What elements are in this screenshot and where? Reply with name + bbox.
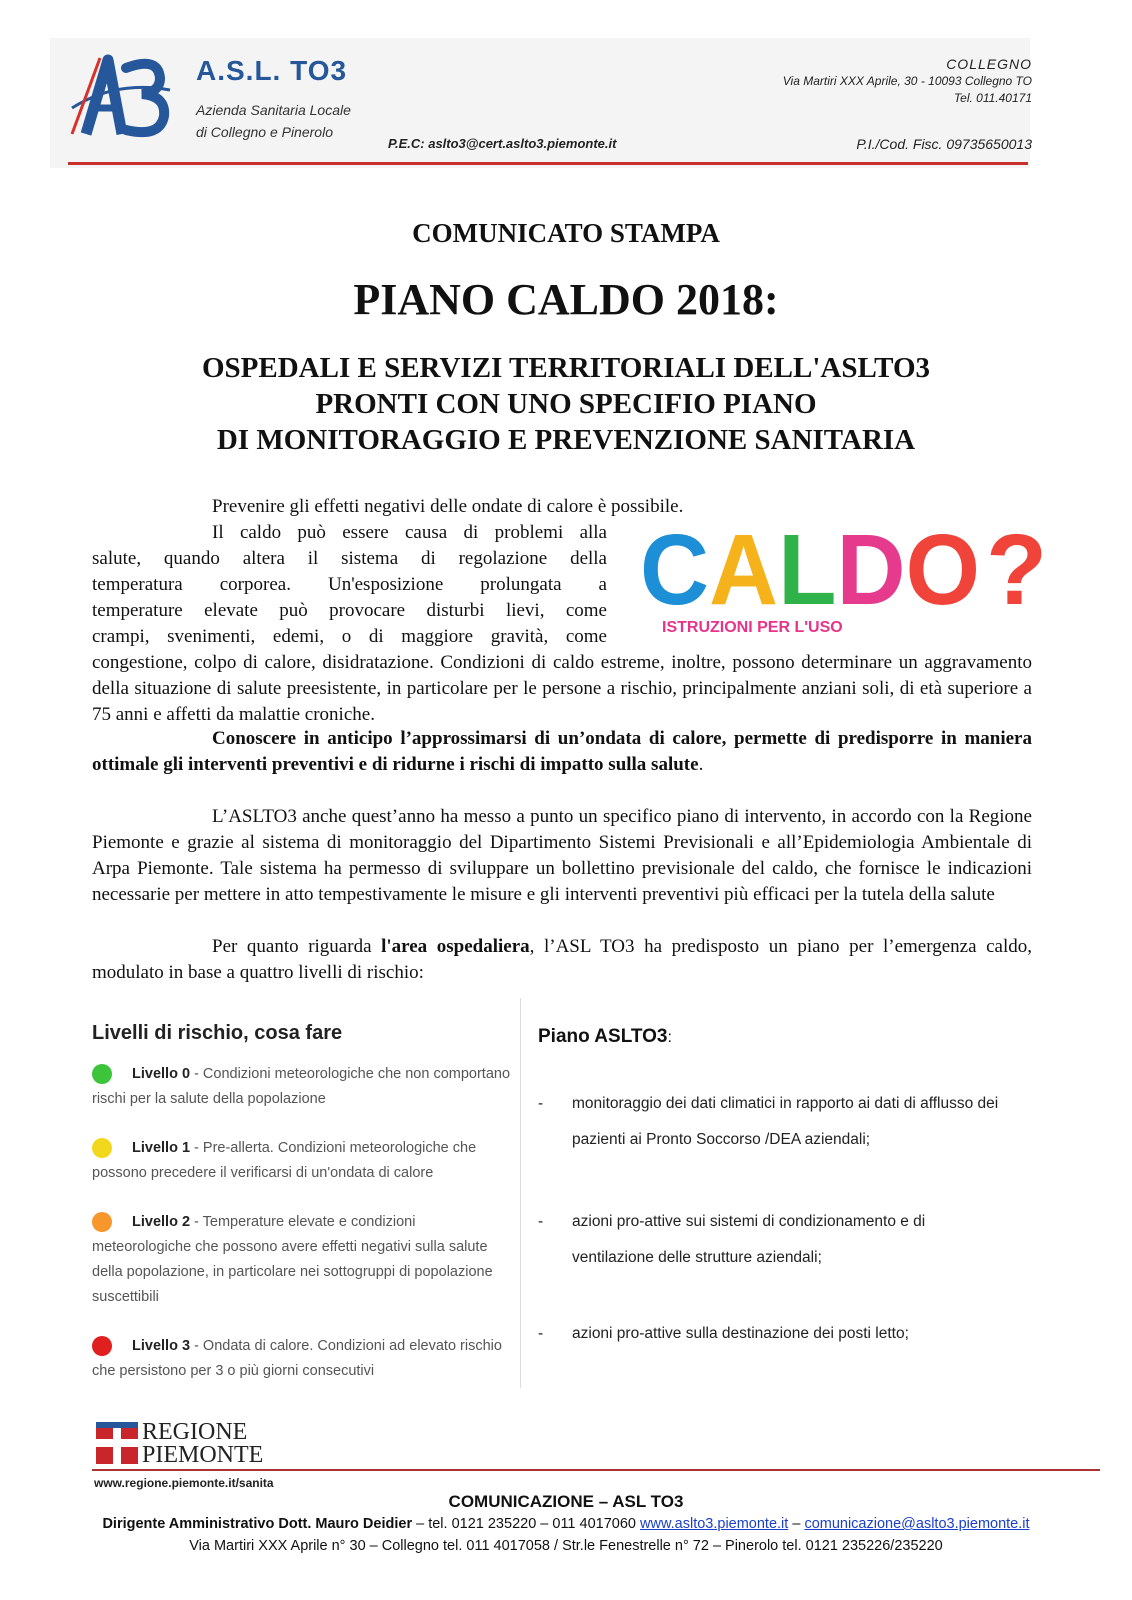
footer-director: Dirigente Amministrativo Dott. Mauro Deidier <box>102 1516 413 1532</box>
plan-item-text: monitoraggio dei dati climatici in rapporto ai dati di afflusso dei pazienti ai Pronto Soccorso /DEA aziendali; <box>572 1095 999 1148</box>
pec-address: P.E.C: aslto3@cert.aslto3.piemonte.it <box>388 136 617 151</box>
status-dot-red-icon <box>92 1336 112 1356</box>
risk-level-text: - Temperature elevate e condizioni meteorologiche che possono avere effetti negativi sulla salute della popolazione, in particolare nei sottogruppi di popolazione suscettibili <box>92 1214 493 1305</box>
caldo-logo-tagline: ISTRUZIONI PER L'USO <box>662 619 843 636</box>
footer-phones: – tel. 0121 235220 – 011 4017060 <box>412 1516 641 1532</box>
caldo-letter: O <box>905 524 984 626</box>
risk-level-3 <box>92 1334 512 1384</box>
risk-level-text: - Pre-allerta. Condizioni meteorologiche che possono precedere il verificarsi di un'ondata di calore <box>92 1140 477 1181</box>
email-link[interactable]: comunicazione@aslto3.piemonte.it <box>804 1516 1030 1532</box>
paragraph-2-continued: congestione, colpo di calore, disidratazione. Condizioni di caldo estreme, inoltre, possono determinare un aggravamento della situazione di salute preesistente, in particolare per le persone a rischio, principalmente anziani soli, di età superiore a 75 anni e affetti da malattie croniche. <box>92 652 1032 725</box>
plan-title-colon: : <box>667 1029 672 1046</box>
risk-level-label: Livello 3 <box>132 1338 191 1354</box>
paragraph-2-line-5: crampi, svenimenti, edemi, o di maggiore gravità, come <box>92 626 607 647</box>
footer-rule <box>92 1469 1100 1471</box>
asl-logo-icon <box>66 50 178 140</box>
footer-contacts <box>0 1516 1132 1532</box>
paragraph-2-line-3: temperatura corporea. Un'esposizione prolungata a <box>92 574 607 595</box>
website-link[interactable]: www.aslto3.piemonte.it <box>640 1516 789 1532</box>
caldo-logo <box>640 524 1050 644</box>
letterhead-rule <box>68 162 1028 165</box>
subtitle-line-1: OSPEDALI E SERVIZI TERRITORIALI DELL'ASLTO3 <box>201 352 931 384</box>
caldo-letter: C <box>640 524 713 626</box>
header-address: Via Martiri XXX Aprile, 30 - 10093 Collegno TO <box>782 74 1032 88</box>
caldo-letter: A <box>709 524 782 626</box>
status-dot-yellow-icon <box>92 1138 112 1158</box>
paragraph-5 <box>92 934 1032 986</box>
paragraph-5-bold: l'area ospedaliera <box>381 936 530 957</box>
press-release-label: COMUNICATO STAMPA <box>412 218 720 248</box>
header-phone: Tel. 011.40171 <box>953 91 1032 105</box>
caldo-letter: L <box>778 524 840 626</box>
header-city: COLLEGNO <box>946 56 1032 72</box>
paragraph-4: L’ASLTO3 anche quest’anno ha messo a punto un specifico piano di intervento, in accordo con la Regione Piemonte e grazie al sistema di monitoraggio del Dipartimento Sistemi Previsionali e all’Epidemiologia Ambientale di Arpa Piemonte. Tale sistema ha permesso di sviluppare un bollettino previsionale del caldo, che fornisce le indicazioni necessarie per mettere in atto tempestivamente le misure e gli interventi preventivi più efficaci per la tutela della salute <box>92 806 1032 905</box>
org-subtitle-1: Azienda Sanitaria Locale <box>196 102 351 118</box>
list-dash: - <box>538 1095 544 1112</box>
plan-title <box>538 1026 672 1048</box>
regione-logo-line-1: REGIONE <box>142 1419 248 1445</box>
plan-title-text: Piano ASLTO3 <box>538 1026 668 1047</box>
caldo-letter: D <box>836 524 909 626</box>
plan-item-text: azioni pro-attive sulla destinazione dei posti letto; <box>572 1325 909 1342</box>
footer-separator: – <box>788 1516 805 1532</box>
list-dash: - <box>538 1325 544 1342</box>
page-title: PIANO CALDO 2018: <box>353 275 779 324</box>
regione-url: www.regione.piemonte.it/sanita <box>94 1476 274 1490</box>
list-dash: - <box>538 1213 544 1230</box>
risk-level-label: Livello 0 <box>132 1066 191 1082</box>
caldo-logo-word <box>640 524 984 626</box>
status-dot-green-icon <box>92 1064 112 1084</box>
paragraph-5-start: Per quanto riguarda <box>212 936 382 957</box>
org-name: A.S.L. TO3 <box>196 55 348 86</box>
plan-item-text: azioni pro-attive sui sistemi di condizionamento e di ventilazione delle strutture aziendali; <box>572 1213 926 1266</box>
paragraph-5-end: , l’ASL TO3 ha predisposto un piano per l’emergenza caldo, modulato in base a quattro livelli di rischio: <box>92 936 1032 983</box>
paragraph-intro: Prevenire gli effetti negativi delle ondate di calore è possibile. <box>212 496 684 517</box>
paragraph-2-line-2: salute, quando altera il sistema di regolazione della <box>92 548 607 569</box>
risk-level-label: Livello 2 <box>132 1214 191 1230</box>
status-dot-orange-icon <box>92 1212 112 1232</box>
risk-level-1 <box>92 1136 512 1186</box>
plan-item <box>538 1204 1008 1276</box>
risk-levels-title: Livelli di rischio, cosa fare <box>92 1022 343 1044</box>
org-subtitle-2: di Collegno e Pinerolo <box>196 124 333 140</box>
page-subtitle <box>0 350 1132 458</box>
caldo-logo-question-mark: ? <box>986 524 1048 626</box>
paragraph-3 <box>92 726 1032 778</box>
paragraph-3-bold: Conoscere in anticipo l’approssimarsi di un’ondata di calore, permette di predisporre in maniera ottimale gli interventi preventivi e di ridurne i rischi di impatto sulla salute <box>92 728 1032 775</box>
plan-item <box>538 1086 1008 1158</box>
risk-level-label: Livello 1 <box>132 1140 191 1156</box>
paragraph-3-end: . <box>698 754 704 775</box>
risk-level-text: - Condizioni meteorologiche che non comportano rischi per la salute della popolazione <box>92 1066 511 1107</box>
plan-item <box>538 1316 1008 1352</box>
risk-level-text: - Ondata di calore. Condizioni ad elevato rischio che persistono per 3 o più giorni consecutivi <box>92 1338 502 1379</box>
subtitle-line-3: DI MONITORAGGIO E PREVENZIONE SANITARIA <box>216 424 916 456</box>
risk-level-0 <box>92 1062 512 1112</box>
header-vat-number: P.I./Cod. Fisc. 09735650013 <box>856 136 1032 152</box>
risk-level-2 <box>92 1210 512 1310</box>
footer-addresses: Via Martiri XXX Aprile n° 30 – Collegno tel. 011 4017058 / Str.le Fenestrelle n° 72 – Pinerolo tel. 0121 235226/235220 <box>189 1538 943 1554</box>
regione-piemonte-flag-icon <box>96 1422 138 1464</box>
subtitle-line-2: PRONTI CON UNO SPECIFIO PIANO <box>315 388 817 420</box>
footer-title: COMUNICAZIONE – ASL TO3 <box>448 1492 684 1511</box>
panel-divider <box>520 998 521 1388</box>
paragraph-2-line-1: Il caldo può essere causa di problemi alla <box>212 522 607 543</box>
paragraph-2-line-4: temperature elevate può provocare disturbi lievi, come <box>92 600 607 621</box>
regione-logo-line-2: PIEMONTE <box>142 1442 264 1468</box>
